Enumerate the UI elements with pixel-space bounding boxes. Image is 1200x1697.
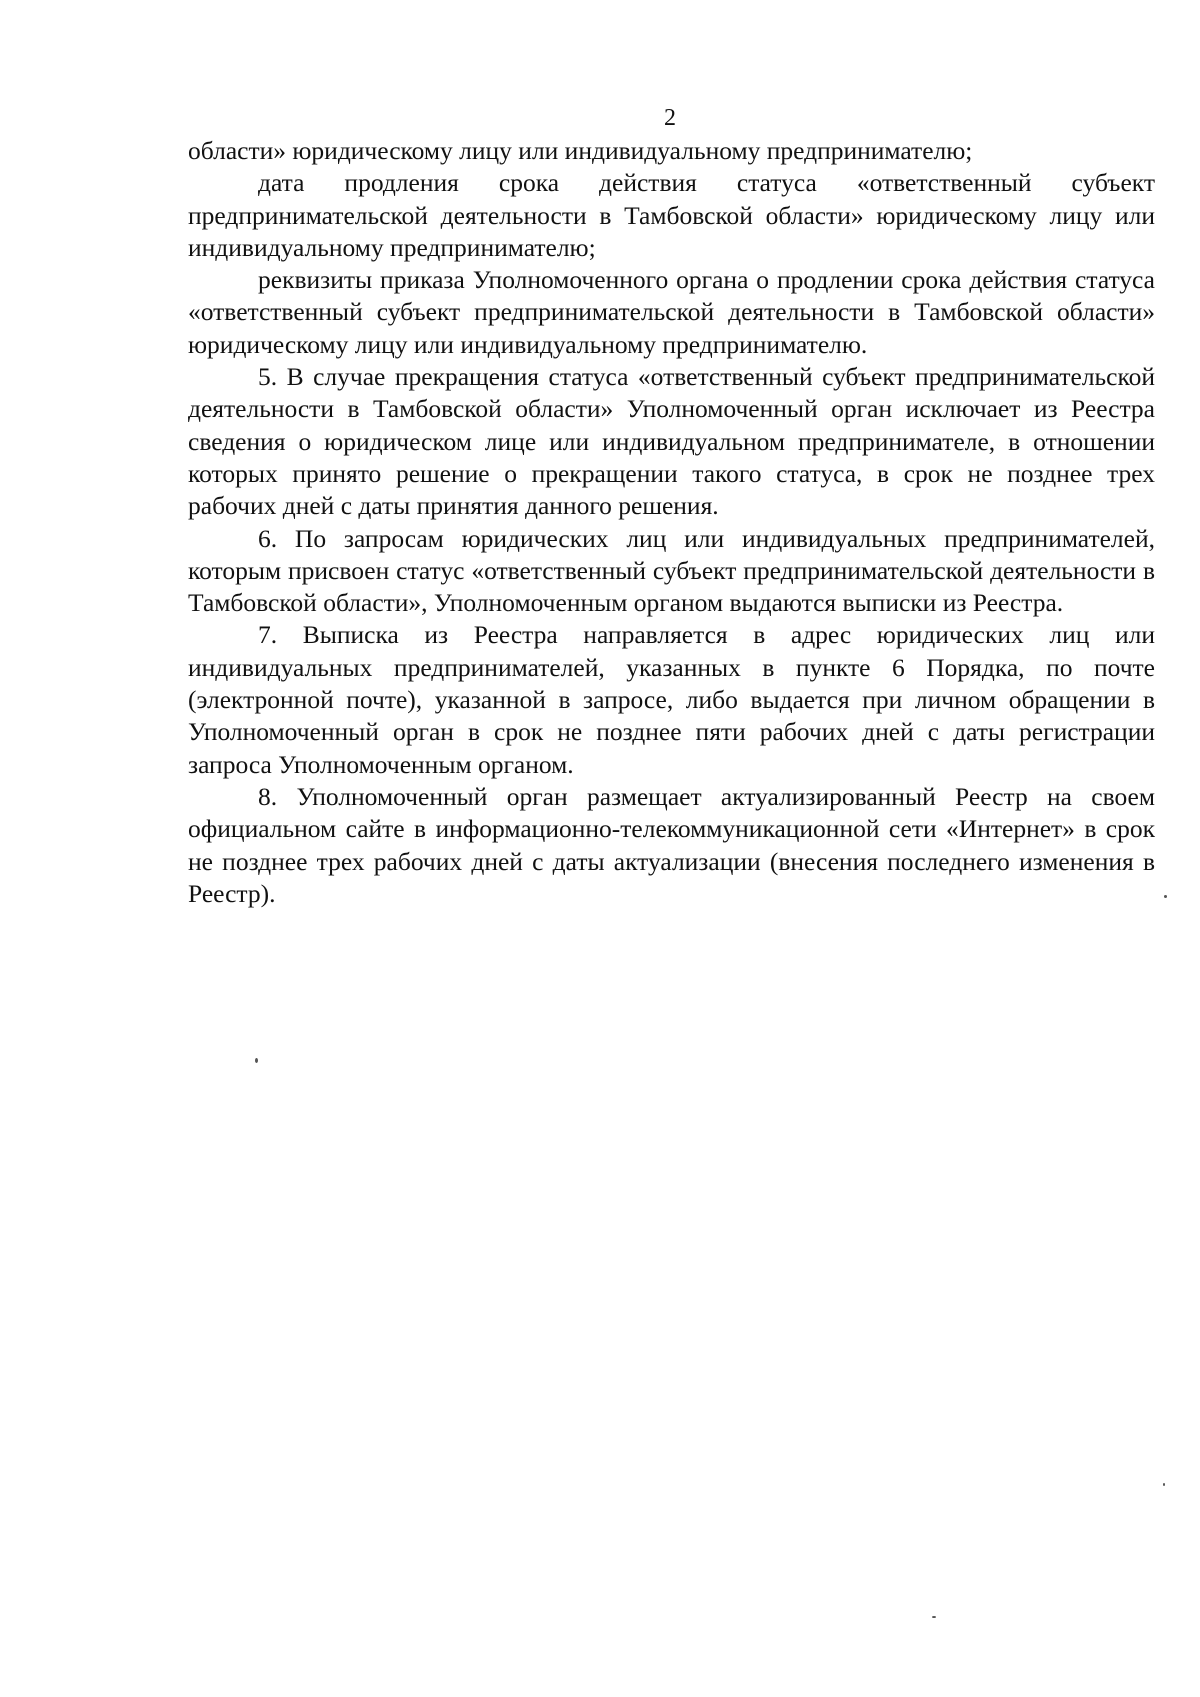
scan-speck xyxy=(1163,1483,1165,1486)
paragraph-item-8: 8. Уполномоченный орган размещает актуализированный Реестр на своем официальном сайте в информационно-телекоммуникационной сети «Интернет» в срок не позднее трех рабочих дней с даты актуализации (внесения последнего изменения в Реестр). xyxy=(188,781,1155,908)
paragraph-extension-date: дата продления срока действия статуса «ответственный субъект предпринимательской деятельности в Тамбовской области» юридическому лицу или индивидуальному предпринимателю; xyxy=(188,168,1155,262)
scan-speck xyxy=(1164,895,1167,898)
paragraph-continuation: области» юридическому лицу или индивидуальному предпринимателю; xyxy=(188,136,973,165)
paragraph-order-details: реквизиты приказа Уполномоченного органа о продлении срока действия статуса «ответственный субъект предпринимательской деятельности в Тамбовской области» юридическому лицу или индивидуальному предпринимателю. xyxy=(188,265,1155,359)
paragraph-item-7: 7. Выписка из Реестра направляется в адрес юридических лиц или индивидуальных предпринимателей, указанных в пункте 6 Порядка, по почте (электронной почте), указанной в запросе, либо выдается при личном обращении в Уполномоченный орган в срок не позднее пяти рабочих дней с даты регистрации запроса Уполномоченным органом. xyxy=(188,620,1155,779)
page-number: 2 xyxy=(664,105,676,131)
scan-speck xyxy=(932,1616,936,1618)
scan-speck xyxy=(255,1058,258,1063)
paragraph-item-5: 5. В случае прекращения статуса «ответственный субъект предпринимательской деятельности в Тамбовской области» Уполномоченный орган исключает из Реестра сведения о юридическом лице или индивидуальном предпринимателе, в отношении которых принято решение о прекращении такого статуса, в срок не позднее трех рабочих дней с даты принятия данного решения. xyxy=(188,362,1155,521)
document-body xyxy=(188,135,1155,910)
paragraph-item-6: 6. По запросам юридических лиц или индивидуальных предпринимателей, которым присвоен статус «ответственный субъект предпринимательской деятельности в Тамбовской области», Уполномоченным органом выдаются выписки из Реестра. xyxy=(188,523,1155,618)
